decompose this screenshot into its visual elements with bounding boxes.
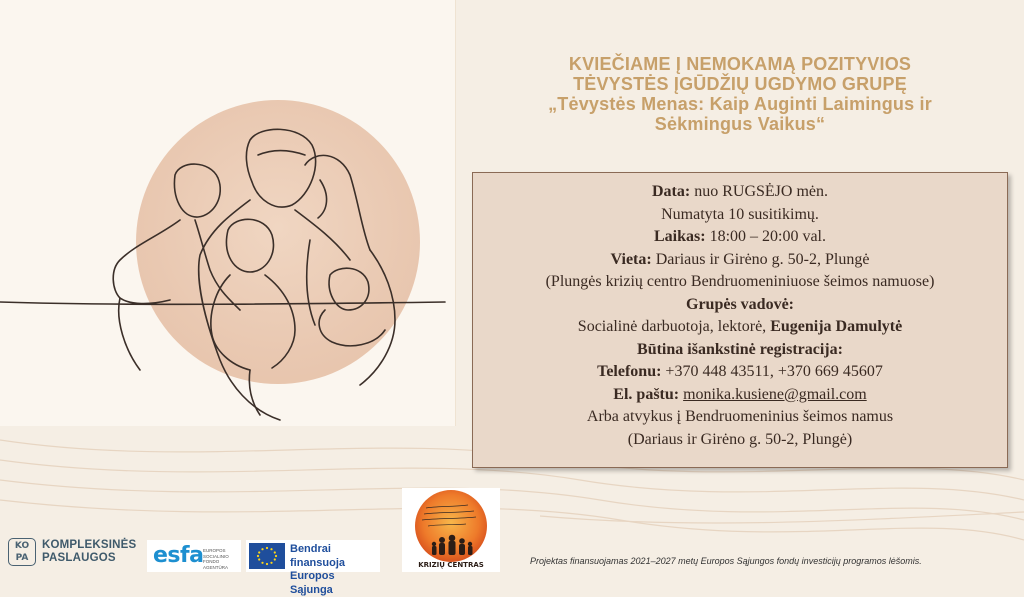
phone-line xyxy=(473,361,1007,384)
place-note: (Plungės krizių centro Bendruomeniniuose šeimos namuose) xyxy=(545,273,935,290)
kompleksines-paslaugos-logo xyxy=(8,536,148,568)
family-line-drawing-icon xyxy=(100,120,460,420)
krizes-centras-logo xyxy=(402,488,500,572)
place-label: Vieta: xyxy=(610,250,652,268)
address-line: (Dariaus ir Girėno g. 50-2, Plungė) xyxy=(627,430,853,448)
leader-name: Eugenija Damulytė xyxy=(770,318,903,335)
esfa-logo xyxy=(147,540,241,572)
kopa-mark-icon: KO PA xyxy=(8,538,36,566)
place-value: Dariaus ir Girėno g. 50-2, Plungė xyxy=(651,250,870,268)
title-line-4: Sėkmingus Vaikus“ xyxy=(654,114,826,134)
email-line xyxy=(473,384,1007,407)
date-label: Data: xyxy=(652,183,691,200)
phone-label: Telefonu: xyxy=(597,363,662,380)
eu-text xyxy=(290,543,380,597)
esfa-word: esfa xyxy=(153,543,204,568)
email-label: El. paštu: xyxy=(613,385,680,403)
title-line-3: „Tėvystės Menas: Kaip Auginti Laimingus ir xyxy=(548,94,932,114)
registration-label: Būtina išankstinė registracija: xyxy=(637,340,843,358)
eu-cofunded-logo xyxy=(246,540,380,596)
leader-line xyxy=(473,316,1007,339)
krizes-centras-emblem-icon xyxy=(402,488,500,572)
visit-line: Arba atvykus į Bendruomeninius šeimos namus xyxy=(586,408,894,425)
eu-flag-icon xyxy=(249,543,285,569)
registration-heading xyxy=(473,339,1007,362)
time-line xyxy=(473,226,1007,249)
date-value: nuo RUGSĖJO mėn. xyxy=(690,183,828,200)
eu-line-1: Bendrai finansuoja xyxy=(290,543,346,569)
funding-note: Projektas finansuojamas 2021–2027 metų Europos Sąjungos fondų investicijų programos lėšomis. xyxy=(530,556,922,566)
kopa-line-1: KOMPLEKSINĖS xyxy=(42,539,137,551)
esfa-subtitle: EUROPOS SOCIALINIO FONDO AGENTŪRA xyxy=(203,548,229,570)
leaders-label: Grupės vadovė: xyxy=(686,295,794,313)
time-label: Laikas: xyxy=(653,228,706,245)
event-info-box xyxy=(472,172,1008,468)
date-line xyxy=(473,181,1007,204)
place-line xyxy=(473,249,1007,272)
kopa-text xyxy=(42,539,136,565)
eu-line-2: Europos Sąjunga xyxy=(290,570,335,596)
title-line-2: TĖVYSTĖS ĮGŪDŽIŲ UGDYMO GRUPĘ xyxy=(573,74,907,94)
email-link[interactable]: monika.kusiene@gmail.com xyxy=(683,385,867,403)
page-title xyxy=(500,54,980,134)
title-line-1: KVIEČIAME Į NEMOKAMĄ POZITYVIOS xyxy=(568,54,912,74)
krizes-centras-text: KRIZIŲ CENTRAS xyxy=(418,561,484,569)
meetings-line: Numatyta 10 susitikimų. xyxy=(661,205,819,223)
illustration-panel xyxy=(0,0,456,426)
leaders-heading xyxy=(473,294,1007,317)
leader-role: Socialinė darbuotoja, lektorė, xyxy=(577,318,771,335)
time-value: 18:00 – 20:00 val. xyxy=(705,228,826,245)
phone-value: +370 448 43511, +370 669 45607 xyxy=(661,363,883,380)
kopa-line-2: PASLAUGOS xyxy=(42,552,116,564)
